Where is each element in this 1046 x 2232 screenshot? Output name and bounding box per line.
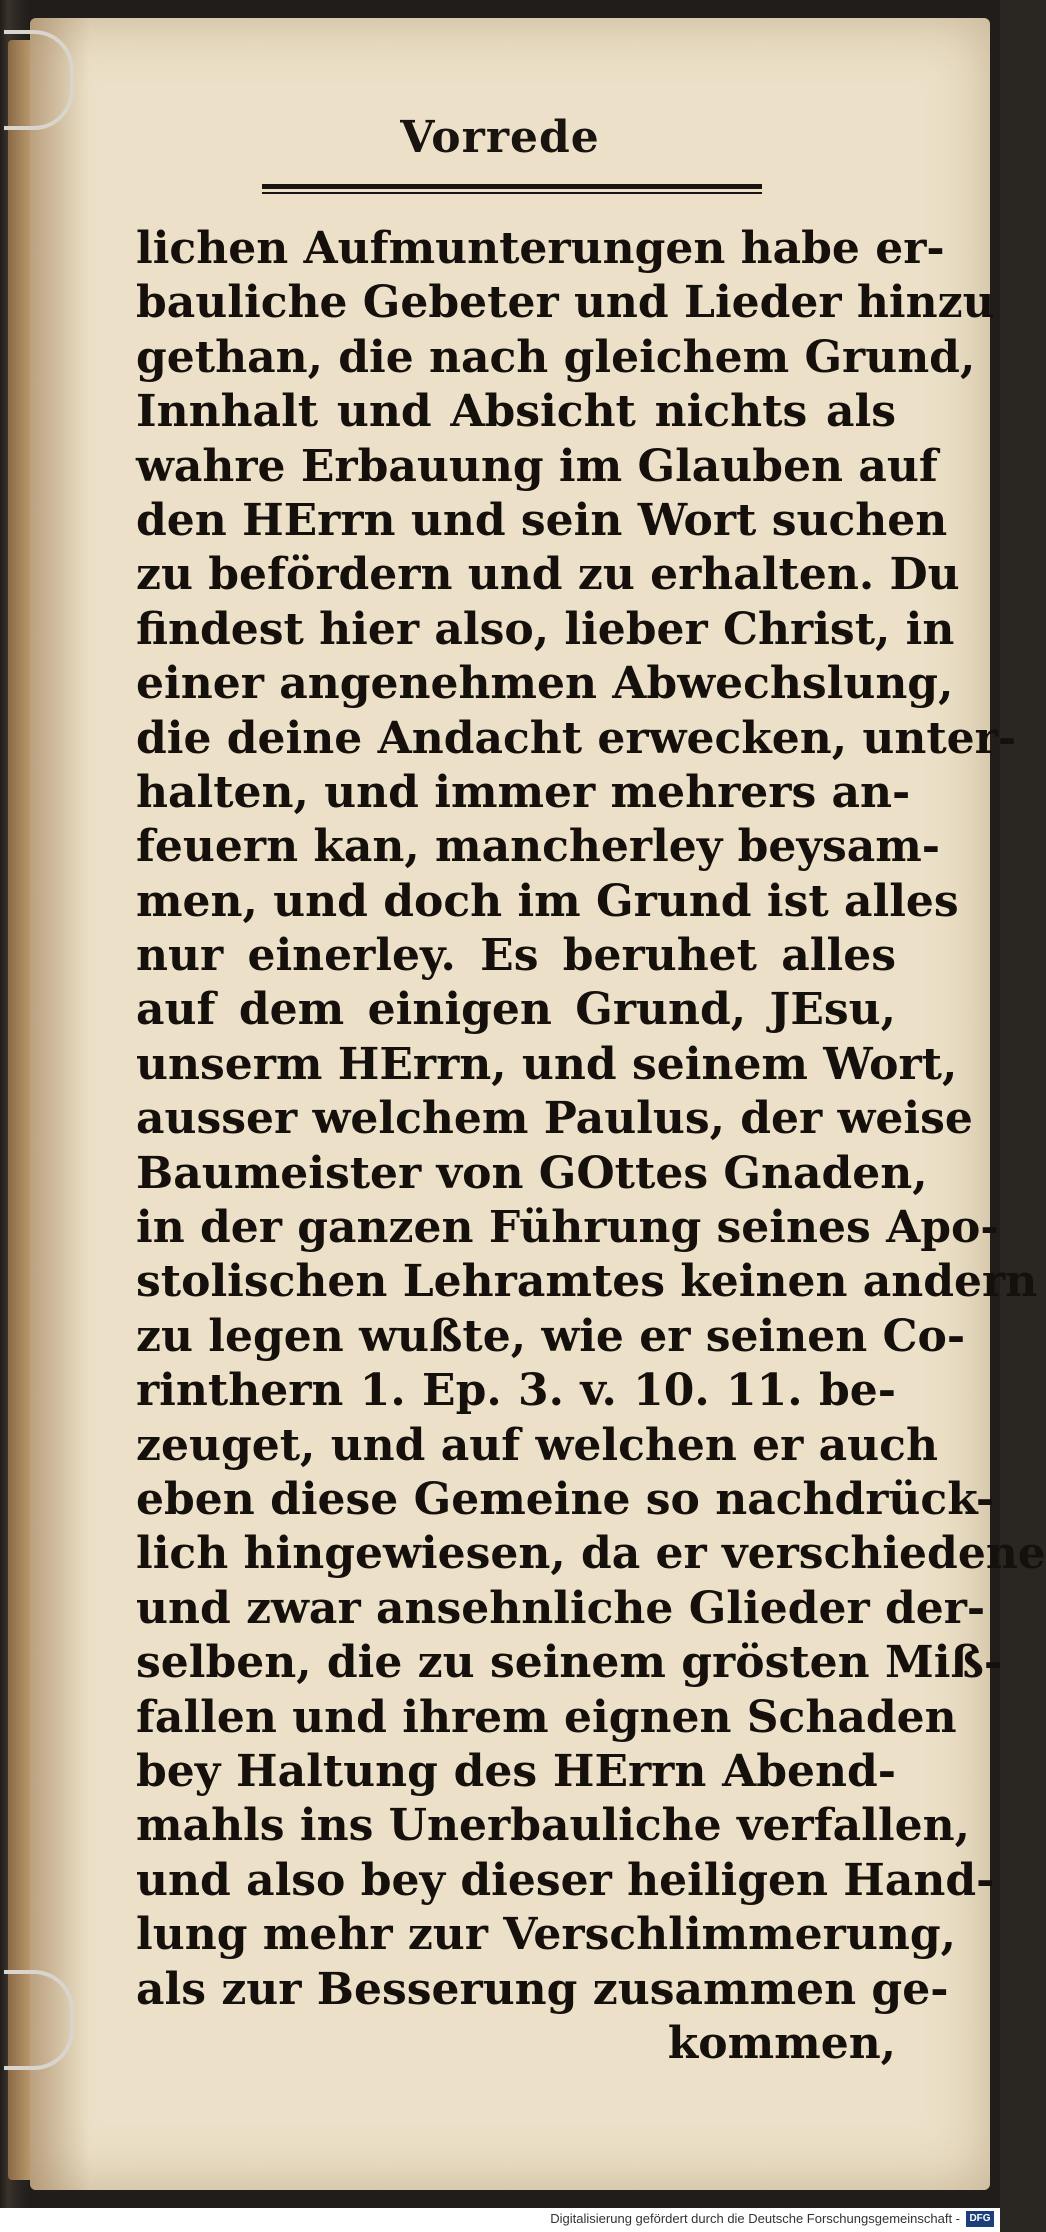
text-line: ausser welchem Paulus, der weise xyxy=(136,1093,973,1145)
text-line: mahls ins Unerbauliche verfallen, xyxy=(136,1800,970,1852)
text-line: selben, die zu seinem grösten Miß- xyxy=(136,1637,1003,1689)
text-line: lichen Aufmunterungen habe er- xyxy=(136,223,945,274)
text-line: men, und doch im Grund ist alles xyxy=(136,875,959,927)
text-line: nur einerley. Es beruhet alles xyxy=(136,930,896,982)
text-line: kommen, xyxy=(667,2017,896,2069)
text-line: findest hier also, lieber Christ, in xyxy=(136,603,955,655)
text-line: zeuget, und auf welchen er auch xyxy=(136,1419,938,1471)
text-line: eben diese Gemeine so nachdrück- xyxy=(136,1473,995,1525)
text-line: den HErrn und sein Wort suchen xyxy=(136,494,948,546)
body-text xyxy=(136,222,1046,2071)
text-line: und zwar ansehnliche Glieder der- xyxy=(136,1582,986,1634)
text-line: als zur Besserung zusammen ge- xyxy=(136,1963,949,2015)
text-line: die deine Andacht erwecken, unter- xyxy=(136,712,1017,764)
page-clip-bottom xyxy=(4,1970,74,2070)
page-title: Vorrede xyxy=(400,112,600,163)
text-line: Baumeister von GOttes Gnaden, xyxy=(136,1147,928,1199)
text-line: stolischen Lehramtes keinen andern xyxy=(136,1256,1038,1308)
text-line: wahre Erbauung im Glauben auf xyxy=(136,440,938,492)
text-line: halten, und immer mehrers an- xyxy=(136,766,911,818)
footer-credit: Digitalisierung gefördert durch die Deutsche Forschungsgemeinschaft - xyxy=(550,2211,960,2226)
text-line: zu legen wußte, wie er seinen Co- xyxy=(136,1310,966,1362)
text-line: in der ganzen Führung seines Apo- xyxy=(136,1202,999,1254)
text-line: lich hingewiesen, da er verschiedene xyxy=(136,1528,1046,1580)
text-line: bauliche Gebeter und Lieder hinzu xyxy=(136,277,995,329)
dfg-logo: DFG xyxy=(966,2211,994,2227)
text-line: einer angenehmen Abwechslung, xyxy=(136,658,954,710)
text-line: Innhalt und Absicht nichts als xyxy=(136,386,896,438)
text-line: zu befördern und zu erhalten. Du xyxy=(136,549,960,601)
title-rule xyxy=(262,184,762,194)
text-line: bey Haltung des HErrn Abend- xyxy=(136,1745,896,1797)
text-line: rinthern 1. Ep. 3. v. 10. 11. be- xyxy=(136,1365,896,1417)
text-line: lung mehr zur Verschlimmerung, xyxy=(136,1909,956,1961)
text-line: feuern kan, mancherley beysam- xyxy=(136,821,941,873)
text-line: auf dem einigen Grund, JEsu, xyxy=(136,984,896,1036)
text-line: fallen und ihrem eignen Schaden xyxy=(136,1691,957,1743)
text-line: gethan, die nach gleichem Grund, xyxy=(136,331,976,383)
text-line: und also bey dieser heiligen Hand- xyxy=(136,1854,995,1906)
text-line: unserm HErrn, und seinem Wort, xyxy=(136,1038,958,1090)
